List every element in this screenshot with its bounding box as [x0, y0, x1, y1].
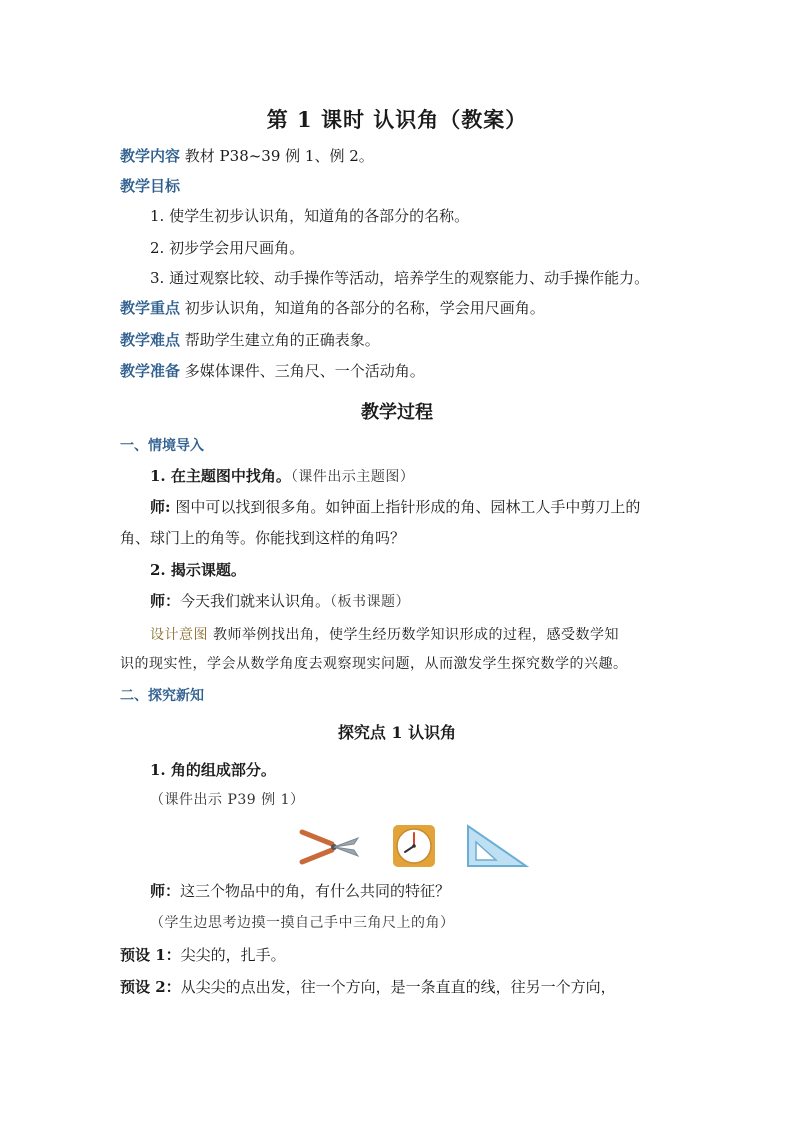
preparation: [120, 361, 425, 381]
section1-step2: 2. 揭示课题。: [150, 561, 246, 579]
process-heading: 教学过程: [361, 402, 433, 423]
teacher-line-2: [150, 591, 410, 612]
teacher-line-1: [150, 497, 640, 517]
step1-note: （课件出示主题图）: [290, 469, 415, 485]
preset-2-text: 从尖尖的点出发，往一个方向，是一条直直的线，往另一个方向，: [180, 978, 616, 996]
goal-item: 1. 使学生初步认识角，知道角的各部分的名称。: [150, 207, 470, 225]
example-figure: [298, 822, 530, 870]
student-note: （学生边思考边摸一摸自己手中三角尺上的角）: [150, 915, 455, 931]
preset-1-label: 预设 1：: [120, 946, 181, 964]
section1-step1: [150, 466, 414, 487]
part1-note: （课件出示 P39 例 1）: [150, 792, 305, 808]
set-square-icon: [468, 826, 526, 866]
info-content-text: 教材 P38~39 例 1、例 2。: [180, 147, 374, 165]
goal-item: 2. 初步学会用尺画角。: [150, 239, 305, 257]
page-title: 第 1 课时 认识角（教案）: [266, 107, 528, 132]
info-content: [120, 146, 374, 166]
teacher-speaker: 师：: [150, 882, 181, 900]
info-goals: [120, 176, 180, 196]
preset-1: [120, 945, 286, 965]
teacher-text: 图中可以找到很多角。如钟面上指针形成的角、园林工人手中剪刀上的: [170, 498, 641, 516]
teacher-line-3: [150, 881, 450, 901]
design-intent-continued: 识的现实性，学会从数学角度去观察现实问题，从而激发学生探究数学的兴趣。: [120, 656, 628, 672]
difficulty: [120, 330, 380, 350]
goal-item: 3. 通过观察比较、动手操作等活动，培养学生的观察能力、动手操作能力。: [150, 269, 650, 287]
preset-2: [120, 977, 616, 997]
teacher-note: （板书课题）: [330, 594, 411, 610]
teacher-speaker: 师：: [150, 592, 181, 610]
preset-1-text: 尖尖的，扎手。: [180, 946, 286, 964]
design-intent-label: 设计意图: [150, 627, 208, 643]
design-intent-text: 教师举例找出角，使学生经历数学知识形成的过程，感受数学知: [208, 627, 619, 643]
clock-icon: [393, 825, 435, 867]
teacher-text: 这三个物品中的角，有什么共同的特征？: [180, 882, 451, 900]
teacher-line-1-continued: 角、球门上的角等。你能找到这样的角吗？: [120, 529, 406, 547]
design-intent: [150, 624, 619, 645]
key-point: [120, 298, 545, 318]
difficulty-label: 教学难点: [120, 331, 181, 349]
key-point-text: 初步认识角，知道角的各部分的名称，学会用尺画角。: [180, 299, 545, 317]
section2-heading: 二、探究新知: [120, 688, 204, 704]
info-goals-label: 教学目标: [120, 177, 181, 195]
key-point-label: 教学重点: [120, 299, 181, 317]
step1-title: 1. 在主题图中找角。: [150, 467, 291, 485]
preparation-text: 多媒体课件、三角尺、一个活动角。: [180, 362, 425, 380]
part1-title: 1. 角的组成部分。: [150, 761, 276, 779]
preparation-label: 教学准备: [120, 362, 181, 380]
info-content-label: 教学内容: [120, 147, 181, 165]
explore-point-heading: 探究点 1 认识角: [337, 723, 457, 742]
section1-heading: 一、情境导入: [120, 438, 204, 454]
teacher-text: 今天我们就来认识角。: [180, 592, 331, 610]
difficulty-text: 帮助学生建立角的正确表象。: [180, 331, 380, 349]
teacher-speaker: 师:: [150, 498, 171, 516]
preset-2-label: 预设 2：: [120, 978, 181, 996]
scissors-icon: [302, 832, 358, 862]
